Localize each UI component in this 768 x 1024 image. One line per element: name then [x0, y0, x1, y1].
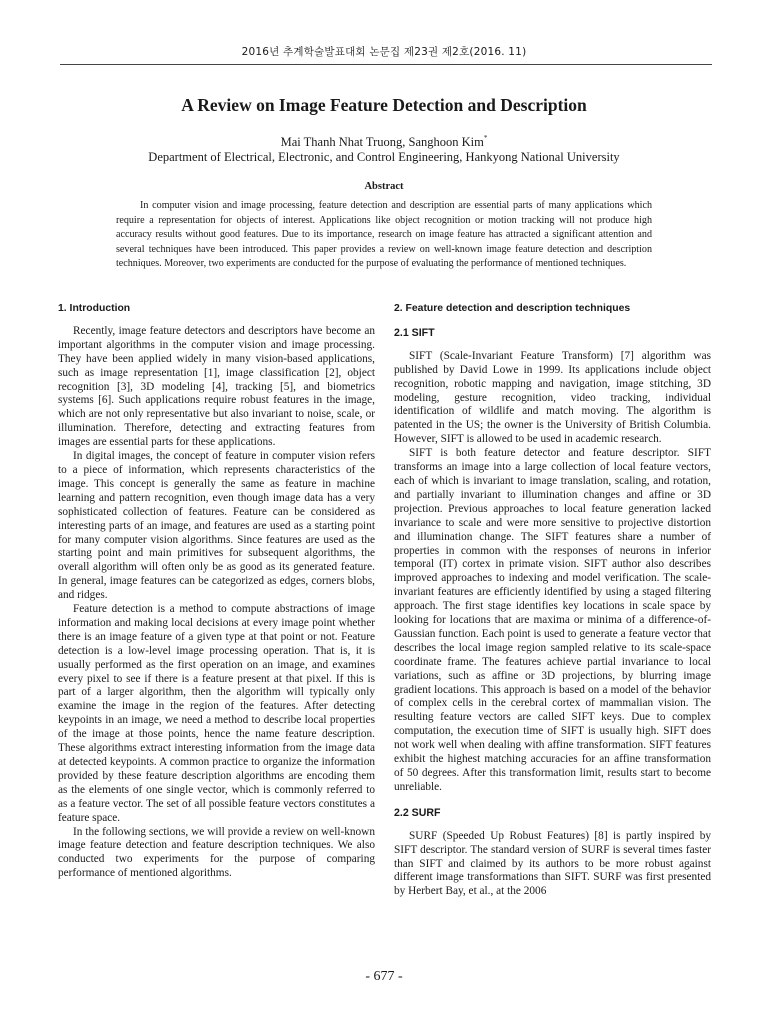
- abstract-heading: Abstract: [364, 181, 404, 192]
- page-number: - 677 -: [365, 969, 403, 984]
- section-heading-introduction: 1. Introduction: [58, 303, 131, 314]
- header-rule: [60, 64, 712, 65]
- paragraph: SIFT (Scale-Invariant Feature Transform) [7] algorithm was published by David Lowe in 1999. Its applications include object recognition, robotic mapping and navigation, image stitching, 3D modeling, gesture recognition, video tracking, individual identification of wildlife and match moving. The algorithm is patented in the US; the owner is the University of British Columbia. However, SIFT is allowed to be used in academic research.: [394, 349, 711, 446]
- corresponding-author-marker: *: [483, 134, 488, 142]
- paper-title: A Review on Image Feature Detection and Description: [181, 95, 587, 115]
- left-column: [58, 302, 375, 881]
- author-line: [0, 135, 768, 150]
- paragraph: SIFT is both feature detector and feature descriptor. SIFT transforms an image into a large collection of local feature vectors, each of which is invariant to image translation, scaling, and rotation, and partially invariant to illumination changes and affine or 3D projection. Previous approaches to local feature generation lacked invariance to scale and were more sensitive to projective distortion and illumination change. The SIFT features share a number of properties in common with the responses of neurons in inferior temporal (IT) cortex in primate vision. SIFT author also describes improved approaches to indexing and model verification. The scale-invariant features are efficiently identified by using a staged filtering approach. The first stage identifies key locations in scale space by looking for locations that are maxima or minima of a difference-of-Gaussian function. Each point is used to generate a feature vector that describes the local image region sampled relative to its scale-space coordinate frame. The features achieve partial invariance to local variations, such as affine or 3D projections, by blurring image gradient locations. This approach is based on a model of the behavior of complex cells in the cerebral cortex of mammalian vision. The resulting feature vectors are called SIFT keys. Due to complex computation, the execution time of SIFT is usually high. SIFT does not work well when dealing with affine transformation. SIFT features exhibit the highest matching accuracies for an affine transformation of 50 degrees. After this transformation limit, results start to become unreliable.: [394, 447, 711, 793]
- authors: Mai Thanh Nhat Truong, Sanghoon Kim: [280, 135, 484, 149]
- paragraph: Feature detection is a method to compute abstractions of image information and making local decisions at every image point whether there is an image feature of a given type at that point or not. Feature detection is a low-level image processing operation. That is, it is usually performed as the first operation on an image, and examines every pixel to see if there is a feature present at that pixel. If this is part of a larger algorithm, then the algorithm will typically only examine the image in the region of the features. After detecting keypoints in an image, we need a method to describe local properties of the image at those points, hence the name feature description. These algorithms extract interesting information from the image data at detected keypoints. A common practice to organize the information provided by these feature description algorithms are encoding them as the elements of one single vector, which is commonly referred to as a feature vector. The set of all possible feature vectors constitutes a feature space.: [58, 603, 375, 824]
- paragraph: In the following sections, we will provide a review on well-known image feature detection and feature description techniques. We also conducted two experiments for the purpose of comparing performance of mentioned algorithms.: [58, 825, 375, 880]
- paragraph: In digital images, the concept of feature in computer vision refers to a piece of information, which represents characteristics of the image. This concept is generally the same as feature in machine learning and pattern recognition, even though image data has a very sophisticated collection of features. Feature can be considered as interesting parts of an image, and features are used as a starting point for many computer vision algorithms. Since features are used as the starting point and main primitives for subsequent algorithms, the overall algorithm will often only be as good as its generated feature. In general, image features can be categorized as edges, corners blobs, and ridges.: [58, 450, 375, 602]
- affiliation: Department of Electrical, Electronic, and Control Engineering, Hankyong National University: [148, 150, 620, 164]
- paragraph: Recently, image feature detectors and descriptors have become an important algorithms in the computer vision and image processing. They have been applied widely in many vision-based applications, such as image representation [1], image classification [2], object recognition [3], 3D modeling [4], tracking [5], and biometrics systems [6]. Such applications require robust features in the image, which are not only representative but also invariant to noise, scale, or illumination. Therefore, detecting and extracting features from images are essential parts for these applications.: [58, 324, 375, 449]
- section-heading-techniques: 2. Feature detection and description techniques: [394, 303, 631, 314]
- right-column: [394, 302, 711, 899]
- subsection-heading-surf: 2.2 SURF: [394, 806, 441, 819]
- subsection-heading-sift: 2.1 SIFT: [394, 326, 435, 339]
- running-header: 2016년 추계학술발표대회 논문집 제23권 제2호(2016. 11): [241, 46, 527, 58]
- abstract-text: In computer vision and image processing, feature detection and description are essential parts of many applications which require a representation for objects of interest. Applications like object recognition or motion tracking will not produce high accuracy results without good features. Due to its importance, research on image feature has attracted a significant attention and several techniques have been introduced. This paper provides a review on well-known image feature detection and description techniques. Moreover, two experiments are conducted for the purpose of evaluating the performance of mentioned techniques.: [116, 200, 652, 270]
- paragraph: SURF (Speeded Up Robust Features) [8] is partly inspired by SIFT descriptor. The standard version of SURF is several times faster than SIFT and claimed by its authors to be more robust against different image transformations than SIFT. SURF was first presented by Herbert Bay, et al., at the 2006: [394, 829, 711, 898]
